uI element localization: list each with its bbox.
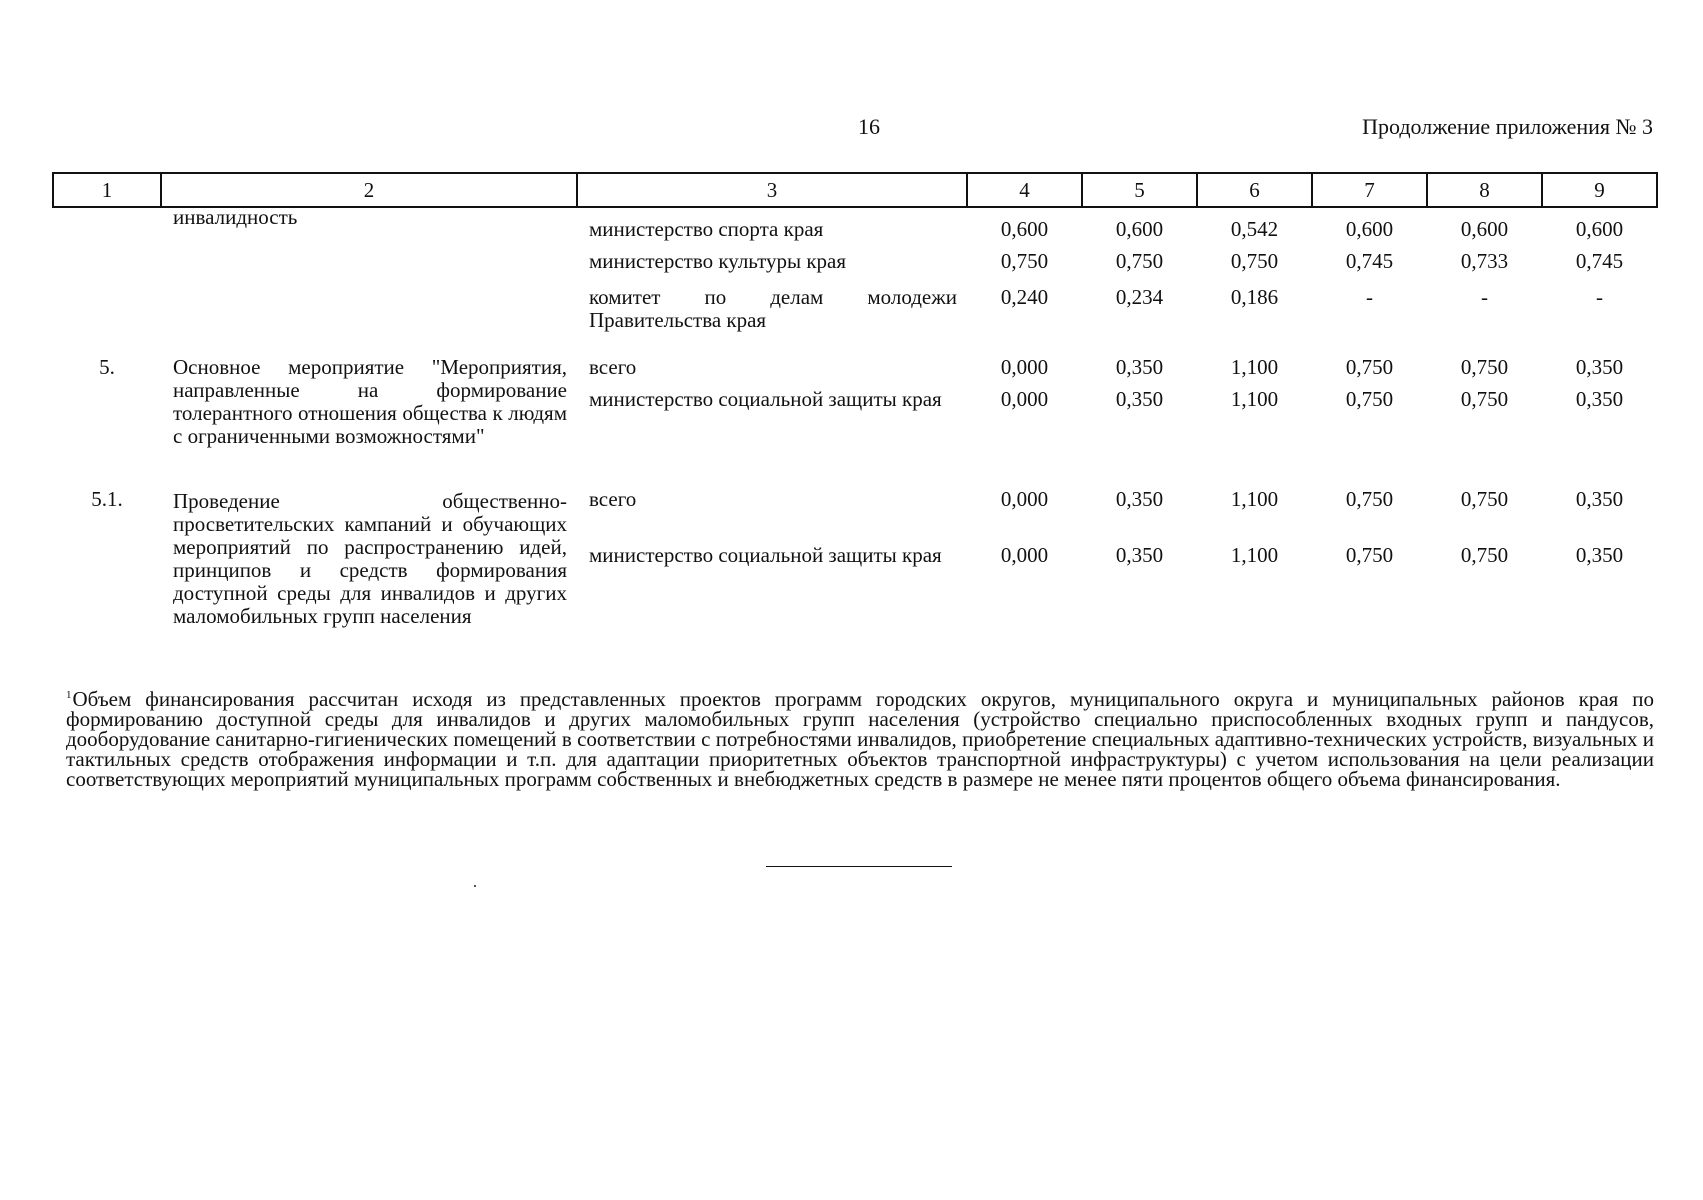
table-row	[53, 207, 1657, 242]
table-row	[53, 486, 1657, 544]
item-number	[53, 207, 161, 242]
item-number	[53, 242, 161, 278]
value-cell: 0,750	[1460, 387, 1509, 411]
value-cell: 0,000	[1000, 355, 1049, 379]
value-cell: -	[1481, 285, 1488, 309]
value-cell: 0,350	[1575, 487, 1624, 511]
value-cell: 0,750	[1345, 387, 1394, 411]
value-cell: 0,350	[1115, 387, 1164, 411]
funding-footnote	[66, 689, 1654, 789]
value-cell: 1,100	[1230, 355, 1279, 379]
scan-speck	[474, 885, 476, 887]
value-cell: 0,750	[1345, 487, 1394, 511]
value-cell: 0,350	[1575, 387, 1624, 411]
value-cell: 0,750	[1000, 249, 1049, 273]
table-row	[53, 278, 1657, 352]
value-cell: 0,750	[1115, 249, 1164, 273]
value-cell: 0,733	[1460, 249, 1509, 273]
executor: министерство культуры края	[589, 249, 847, 273]
value-cell: -	[1596, 285, 1603, 309]
value-cell: 0,600	[1575, 217, 1624, 241]
executor: министерство социальной защиты края	[589, 387, 942, 411]
item-number: 5.1.	[91, 487, 123, 511]
header-row	[53, 173, 1657, 207]
item-name: инвалидность	[173, 205, 298, 229]
value-cell: 0,350	[1115, 355, 1164, 379]
executor: министерство социальной защиты края	[589, 543, 942, 567]
value-cell: 0,600	[1000, 217, 1049, 241]
appendix-continuation-note: Продолжение приложения № 3	[1362, 114, 1653, 139]
funding-table	[52, 172, 1658, 654]
value-cell: 0,750	[1230, 249, 1279, 273]
value-cell: 1,100	[1230, 543, 1279, 567]
value-cell: 0,750	[1345, 543, 1394, 567]
value-cell: 0,240	[1000, 285, 1049, 309]
value-cell: 1,100	[1230, 387, 1279, 411]
executor: комитет по делам молодежи Правительства края	[589, 285, 957, 332]
value-cell: 0,745	[1575, 249, 1624, 273]
value-cell: 0,750	[1460, 355, 1509, 379]
value-cell: 0,350	[1575, 355, 1624, 379]
item-number: 5.	[99, 355, 115, 379]
value-cell: 0,750	[1460, 543, 1509, 567]
table-row	[53, 242, 1657, 278]
executor: всего	[589, 355, 637, 379]
value-cell: 0,750	[1460, 487, 1509, 511]
header-col-7: 7	[1312, 173, 1427, 207]
item-name: Проведение общественно-просветительских кампаний и обучающих мероприятий по распространению идей, принципов и средств формирования доступной среды для инвалидов и других маломобильных групп населения	[173, 489, 567, 628]
value-cell: 0,234	[1115, 285, 1164, 309]
value-cell: 0,186	[1230, 285, 1279, 309]
item-name	[161, 242, 577, 278]
value-cell: 0,350	[1115, 543, 1164, 567]
value-cell: 0,542	[1230, 217, 1279, 241]
header-col-2: 2	[161, 173, 577, 207]
end-separator-line	[766, 866, 952, 867]
value-cell: 0,600	[1115, 217, 1164, 241]
value-cell: 0,600	[1345, 217, 1394, 241]
footnote-text: Объем финансирования рассчитан исходя из представленных проектов программ городских округов, муниципального округа и муниципальных районов края по формированию доступной среды для инвалидов и других маломобильных групп населения (устройство специально приспособленных входных групп и пандусов, дооборудование санитарно-гигиенических помещений в соответствии с потребностями инвалидов, приобретение специальных адаптивно-технических устройств, визуальных и тактильных средств отображения информации и т.п. для адаптации приоритетных объектов транспортной инфраструктуры) с учетом использования на цели реализации соответствующих мероприятий муниципальных программ собственных и внебюджетных средств в размере не менее пяти процентов общего объема финансирования.	[66, 687, 1654, 791]
item-name: Основное мероприятие "Мероприятия, направленные на формирование толерантного отношения общества к людям с ограниченными возможностями"	[173, 355, 567, 448]
value-cell: 0,000	[1000, 487, 1049, 511]
header-col-8: 8	[1427, 173, 1542, 207]
header-col-6: 6	[1197, 173, 1312, 207]
value-cell: 0,350	[1115, 487, 1164, 511]
value-cell: 0,350	[1575, 543, 1624, 567]
value-cell: -	[1366, 285, 1373, 309]
value-cell: 0,750	[1345, 355, 1394, 379]
header-col-9: 9	[1542, 173, 1657, 207]
value-cell: 0,600	[1460, 217, 1509, 241]
footnote-marker: 1	[66, 689, 72, 701]
header-col-4: 4	[967, 173, 1082, 207]
item-name	[161, 278, 577, 352]
item-number	[53, 278, 161, 352]
table-row	[53, 352, 1657, 388]
page-number: 16	[858, 114, 880, 139]
value-cell: 0,000	[1000, 543, 1049, 567]
value-cell: 1,100	[1230, 487, 1279, 511]
value-cell: 0,000	[1000, 387, 1049, 411]
executor: всего	[589, 487, 637, 511]
executor: министерство спорта края	[589, 217, 824, 241]
header-col-3: 3	[577, 173, 967, 207]
value-cell: 0,745	[1345, 249, 1394, 273]
header-col-1: 1	[53, 173, 161, 207]
header-col-5: 5	[1082, 173, 1197, 207]
